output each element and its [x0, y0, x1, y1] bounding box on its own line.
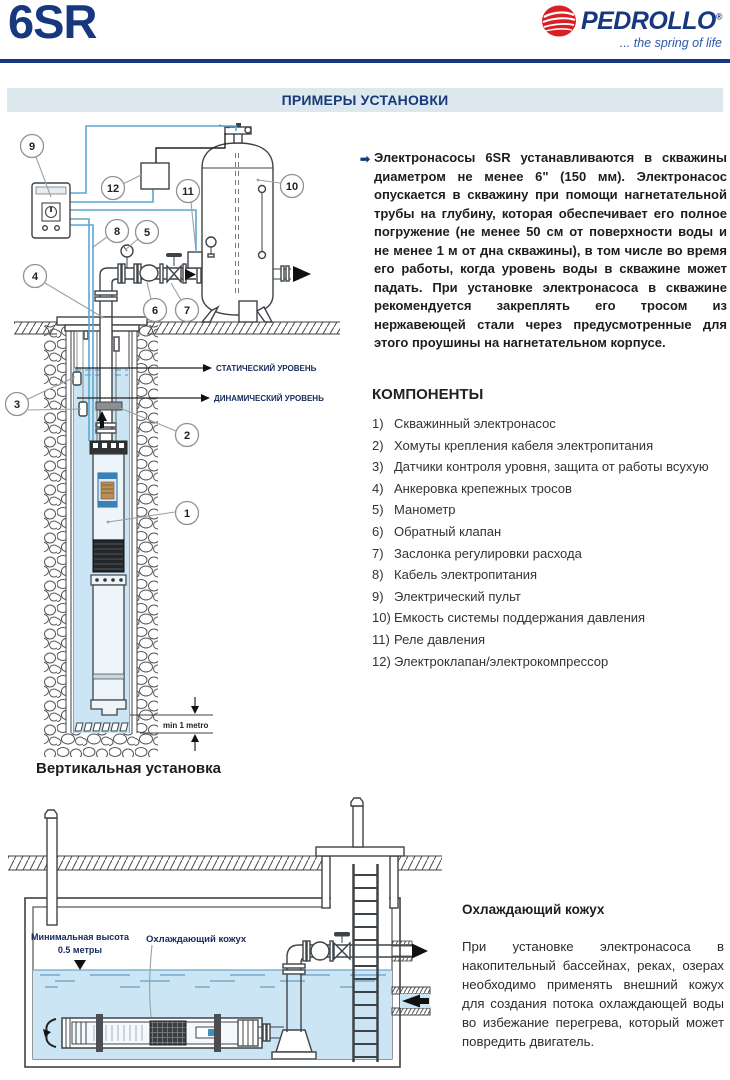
callout-2	[176, 424, 199, 447]
list-item: 11) Реле давления	[372, 631, 486, 647]
callout-6	[144, 299, 167, 322]
electrovalve-box	[141, 163, 169, 189]
dynamic-level-label: ДИНАМИЧЕСКИЙ УРОВЕНЬ	[214, 394, 324, 403]
list-item: 4) Анкеровка крепежных тросов	[372, 480, 572, 496]
brand-name: PEDROLLO®	[580, 6, 722, 35]
pedrollo-swirl-icon	[541, 4, 577, 38]
hatch-cover	[316, 847, 404, 856]
submersible-pump	[90, 441, 127, 715]
intro-text: Электронасосы 6SR устанавливаются в скважины диаметром не менее 6" (150 мм). Электронасос опускается в скважину при помощи нагнетательной трубы на глубину, которая обеспечивает его полное погружение (не менее 50 см от поверхности воды и не менее 1 м от дна скважины), в том числе во время его работы, когда уровень воды в скважине может падать. При установке электронасоса в скважине рекомендуется закреплять его тросом из нержавеющей стали через предусмотренные для этого проушины на нагнетательном корпусе.	[374, 150, 727, 350]
electric-panel	[32, 183, 70, 238]
vertical-installation-diagram	[5, 123, 355, 778]
vertical-caption: Вертикальная установка	[36, 760, 221, 777]
outlet-arrow-icon	[293, 266, 311, 282]
level-sight-glass	[259, 186, 266, 259]
jacket-strap	[214, 1014, 221, 1052]
arrow-bullet-icon: ➡	[360, 152, 371, 166]
svg-text:7: 7	[183, 305, 191, 317]
callout-10	[281, 175, 304, 198]
list-item: 5) Манометр	[372, 502, 456, 518]
pressure-tank	[188, 123, 311, 322]
cooling-heading: Охлаждающий кожух	[462, 902, 605, 917]
list-item: 2) Хомуты крепления кабеля электропитания	[372, 437, 654, 453]
components-title: КОМПОНЕНТЫ	[372, 386, 484, 403]
rope-turnbuckle	[114, 337, 119, 351]
jacket-strap	[96, 1014, 103, 1052]
list-item: 1) Скважинный электронасос	[372, 416, 556, 431]
list-item: 10) Емкость системы поддержания давления	[372, 610, 646, 626]
svg-text:11: 11	[182, 186, 194, 198]
callout-7	[176, 299, 199, 322]
svg-text:12: 12	[106, 183, 120, 195]
callout-9	[21, 135, 44, 158]
brand-tagline: ... the spring of life	[619, 36, 722, 50]
page-title: 6SR	[8, 0, 97, 48]
svg-text:9: 9	[28, 141, 36, 153]
outflow-arrow-icon	[412, 944, 428, 959]
list-item: 8) Кабель электропитания	[372, 567, 538, 583]
list-item: 9) Электрический пульт	[372, 588, 521, 604]
jacket-label: Охлаждающий кожух	[146, 934, 247, 945]
svg-text:4: 4	[31, 271, 39, 283]
section-banner	[7, 88, 723, 112]
list-item: 12) Электроклапан/электрокомпрессор	[372, 653, 609, 669]
callout-11	[177, 180, 200, 203]
svg-text:5: 5	[143, 227, 151, 239]
check-valve	[140, 265, 158, 281]
callout-12	[102, 177, 125, 200]
registered-mark: ®	[715, 11, 722, 22]
svg-text:8: 8	[113, 226, 121, 238]
check-valve	[311, 942, 329, 960]
list-item: 7) Заслонка регулировки расхода	[372, 545, 582, 561]
min-height-label-1: Минимальная высота	[31, 932, 129, 942]
list-item: 3) Датчики контроля уровня, защита от работы всухую	[372, 459, 709, 475]
callout-8	[106, 220, 129, 243]
svg-text:1: 1	[183, 508, 191, 520]
svg-text:10: 10	[285, 181, 299, 193]
callout-1	[176, 502, 199, 525]
banner-title: ПРИМЕРЫ УСТАНОВКИ	[281, 92, 449, 108]
svg-text:3: 3	[13, 399, 21, 411]
min-height-label-2: 0.5 метры	[57, 945, 103, 955]
min-depth-label: min 1 metro	[163, 721, 209, 730]
horizontal-installation-diagram	[0, 790, 450, 1080]
pump-label	[98, 473, 117, 507]
list-item: 6) Обратный клапан	[372, 523, 502, 539]
hatch-wall	[322, 856, 330, 908]
callout-3	[6, 393, 29, 416]
callout-5	[136, 221, 159, 244]
pressure-switch	[188, 252, 202, 268]
components-list	[372, 386, 726, 672]
callout-4	[24, 265, 47, 288]
intro-paragraph	[360, 149, 727, 353]
hatch-wall	[390, 856, 398, 908]
cooling-text: При установке электронасоса в накопительный бассейнах, реках, озерах необходимо применять внешний кожух для создания потока охлаждающей воды во избежание перегрева, который может повредить двигатель.	[462, 939, 724, 1049]
brand-logo	[541, 4, 722, 50]
svg-text:2: 2	[183, 430, 191, 442]
svg-text:6: 6	[151, 305, 159, 317]
static-level-label: СТАТИЧЕСКИЙ УРОВЕНЬ	[216, 364, 317, 373]
tank-gauge	[206, 237, 216, 257]
header-rule	[0, 59, 730, 63]
pump-motor	[93, 585, 124, 700]
